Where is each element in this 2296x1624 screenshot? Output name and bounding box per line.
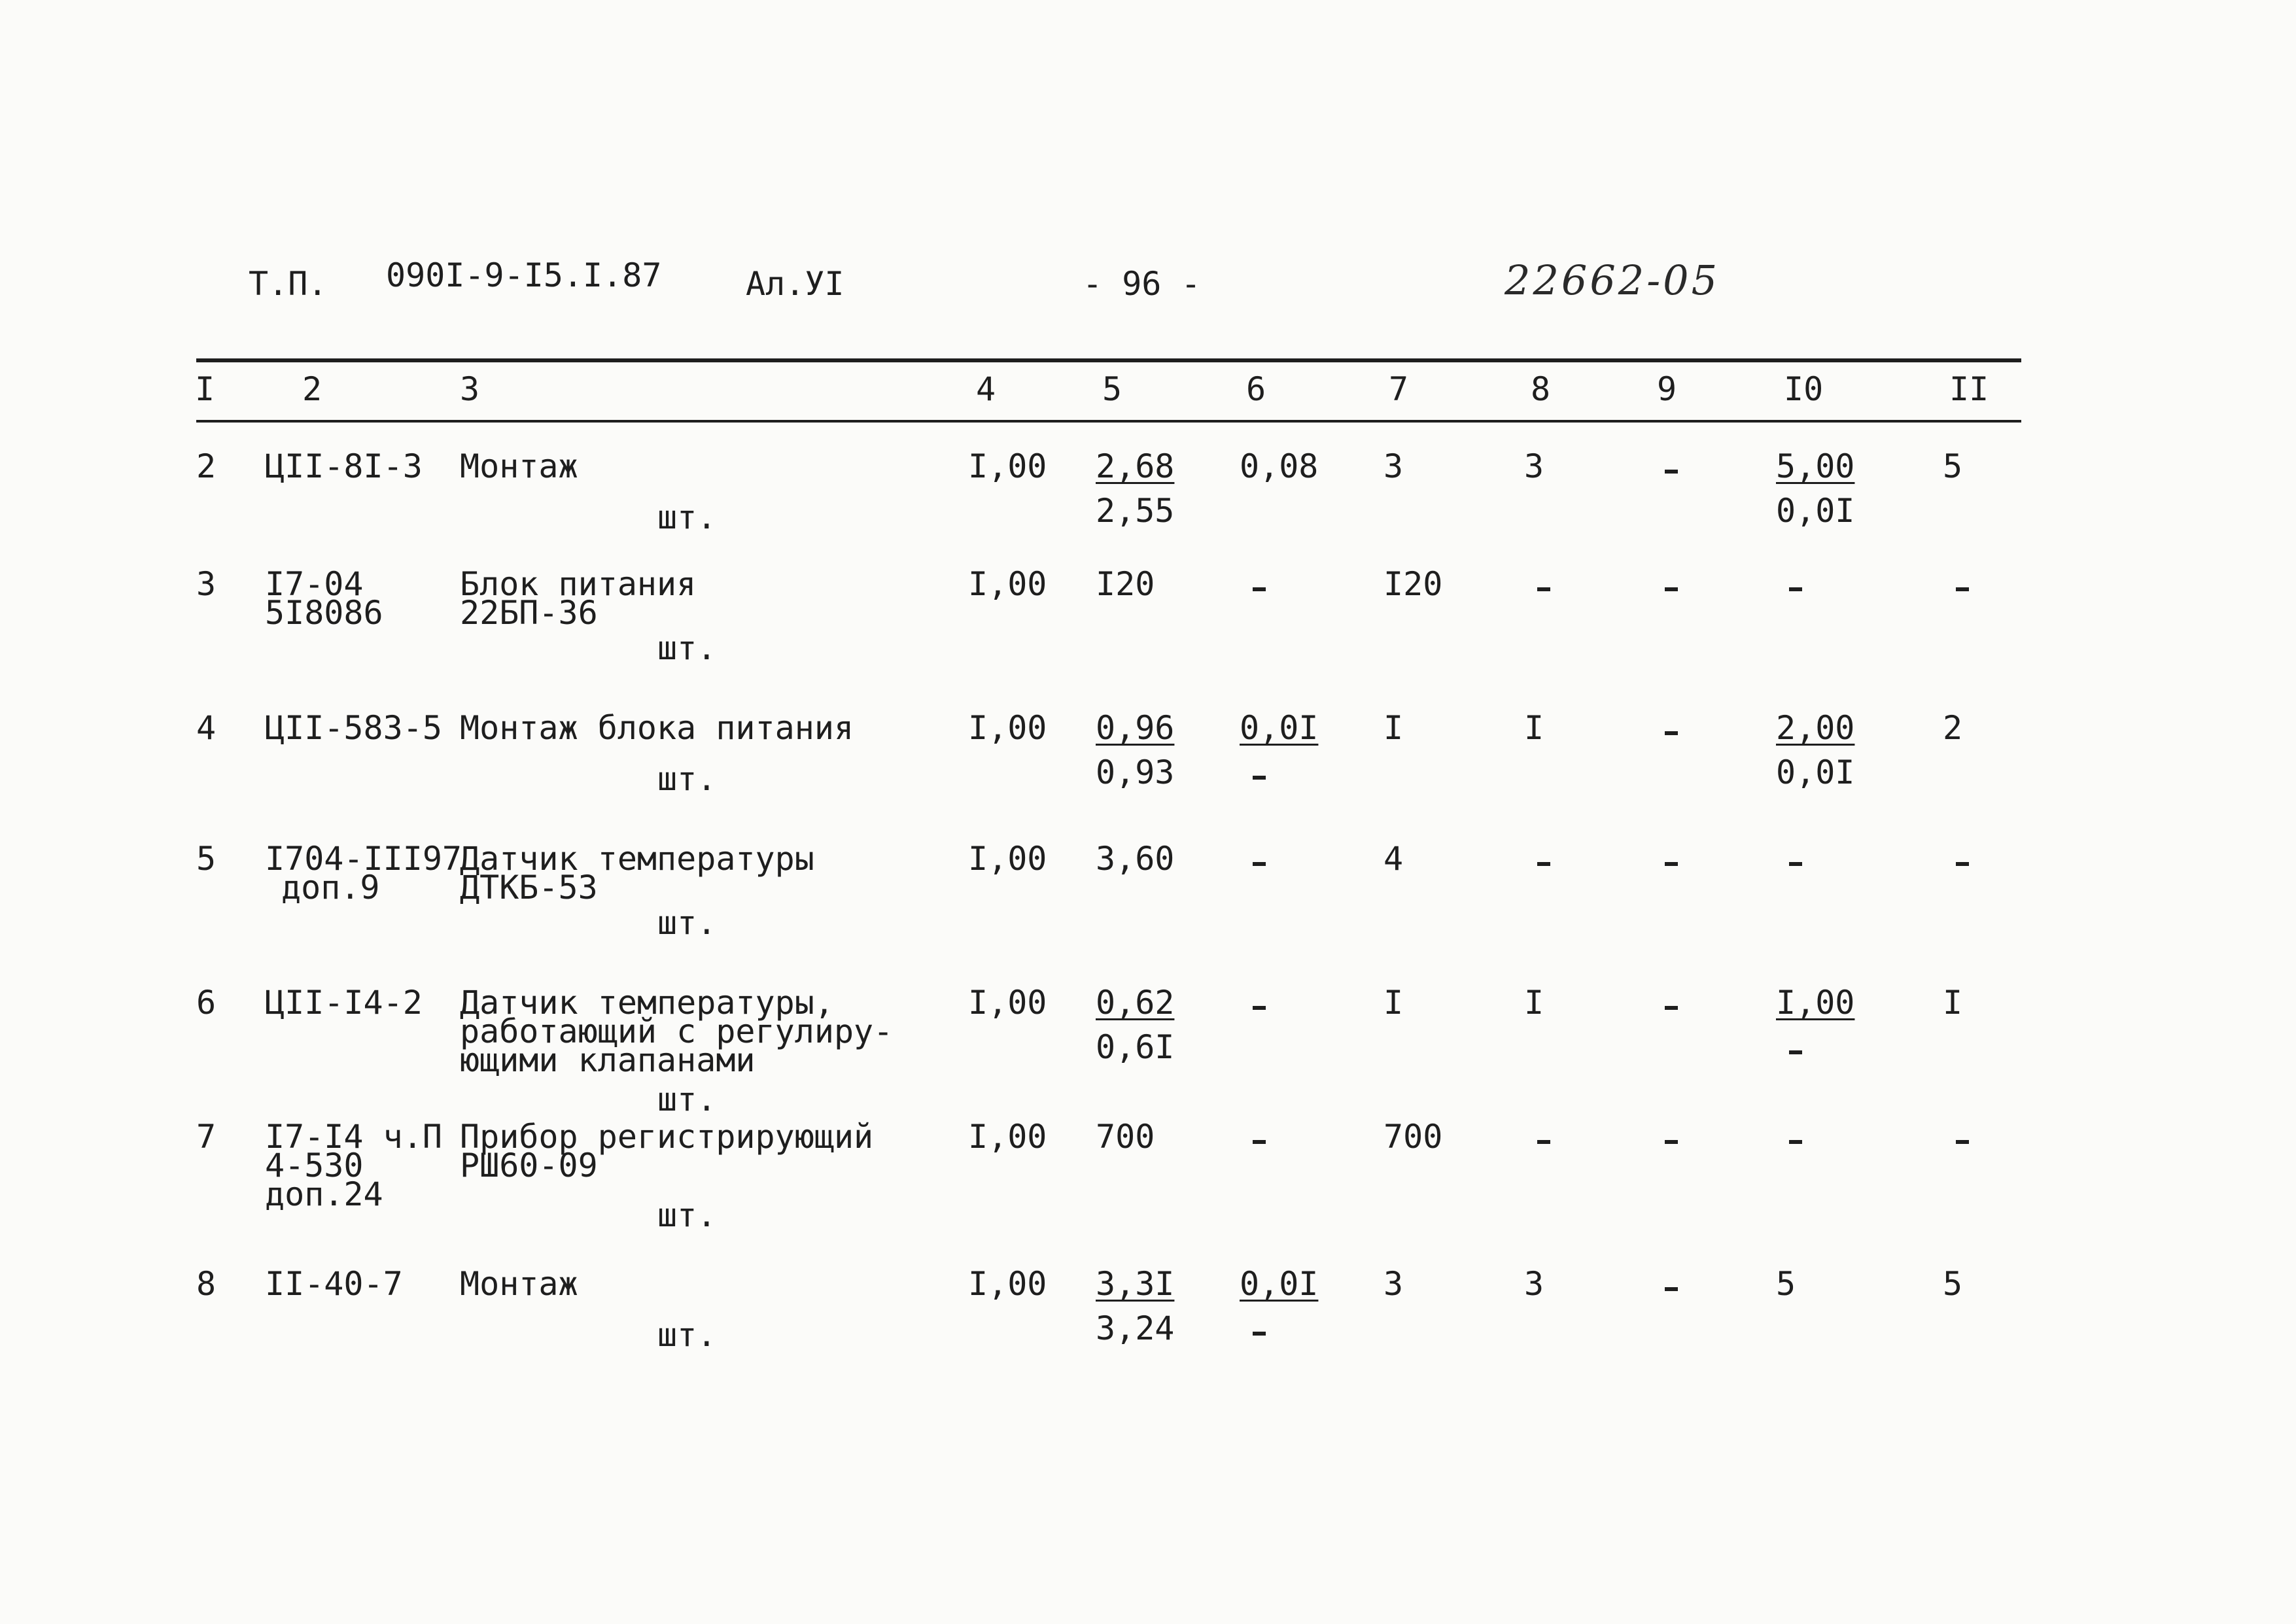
column-header-9: 9	[1657, 370, 1677, 408]
row-number: 8	[196, 1265, 217, 1303]
row-code-line: ЦII-I4-2	[265, 984, 423, 1022]
row-number: 6	[196, 984, 217, 1022]
row-description-line: ДТКБ-53	[460, 869, 598, 907]
row-c9	[1665, 716, 1678, 746]
column-header-1: I	[195, 370, 215, 408]
row-c11	[1956, 1124, 1969, 1154]
row-description-line: ющими клапанами	[460, 1041, 756, 1079]
row-c11: 5	[1943, 1265, 1963, 1303]
row-description-line: Датчик температуры,	[460, 984, 834, 1022]
dash-mark	[1665, 1287, 1678, 1291]
row-unit: шт.	[657, 1080, 717, 1118]
row-number: 5	[196, 840, 217, 878]
row-c5-top: 700	[1096, 1118, 1155, 1156]
row-c6-bot	[1253, 1316, 1266, 1346]
row-c7: 4	[1383, 840, 1404, 878]
row-c7: I	[1383, 709, 1404, 747]
dash-mark	[1665, 1006, 1678, 1010]
row-c6-bot	[1253, 760, 1266, 790]
row-c8: I	[1524, 984, 1544, 1022]
row-c11: 2	[1943, 709, 1963, 747]
row-c10-top: I,00	[1776, 984, 1855, 1022]
row-c6-top: 0,0I	[1240, 709, 1319, 747]
row-number: 2	[196, 447, 217, 485]
row-c11	[1956, 846, 1969, 876]
dash-mark	[1665, 587, 1678, 591]
row-c6-top	[1253, 1124, 1266, 1154]
row-quantity: I,00	[968, 709, 1047, 747]
row-number: 3	[196, 565, 217, 603]
dash-mark	[1253, 1332, 1266, 1336]
dash-mark	[1537, 1140, 1550, 1144]
row-code-line: I7-I4 ч.П	[265, 1118, 442, 1156]
row-c10-bot: 0,0I	[1776, 492, 1855, 530]
column-header-10: I0	[1784, 370, 1824, 408]
dash-mark	[1665, 862, 1678, 866]
row-c9	[1665, 1271, 1678, 1302]
row-c5-bot: 0,6I	[1096, 1028, 1175, 1066]
row-c7: I20	[1383, 565, 1443, 603]
row-code-line: 4-530	[265, 1147, 364, 1184]
row-description-line: 22БП-36	[460, 594, 598, 632]
row-c10-top	[1789, 846, 1802, 876]
row-c11	[1956, 572, 1969, 602]
dash-mark	[1537, 862, 1550, 866]
dash-mark	[1253, 1006, 1266, 1010]
row-c9	[1665, 846, 1678, 876]
row-unit: шт.	[657, 498, 717, 536]
row-c7: 3	[1383, 447, 1404, 485]
row-description-line: Блок питания	[460, 565, 697, 603]
row-c5-top: I20	[1096, 565, 1155, 603]
row-c10-bot: 0,0I	[1776, 753, 1855, 791]
dash-mark	[1253, 1140, 1266, 1144]
row-c9	[1665, 990, 1678, 1020]
column-header-11: II	[1949, 370, 1989, 408]
row-unit: шт.	[657, 1196, 717, 1234]
row-quantity: I,00	[968, 1118, 1047, 1156]
dash-mark	[1253, 862, 1266, 866]
dash-mark	[1253, 776, 1266, 780]
dash-mark	[1665, 470, 1678, 474]
row-c6-top: 0,08	[1240, 447, 1319, 485]
row-c8	[1537, 846, 1550, 876]
dash-mark	[1253, 587, 1266, 591]
dash-mark	[1956, 1140, 1969, 1144]
row-code-line: II-40-7	[265, 1265, 403, 1303]
column-header-6: 6	[1246, 370, 1266, 408]
dash-mark	[1956, 862, 1969, 866]
row-c5-bot: 0,93	[1096, 753, 1175, 791]
row-description-line: Прибор регистрирующий	[460, 1118, 874, 1156]
row-description-line: РШ60-09	[460, 1147, 598, 1184]
row-unit: шт.	[657, 760, 717, 798]
row-c10-top	[1789, 1124, 1802, 1154]
row-code-line: доп.24	[265, 1175, 383, 1213]
row-quantity: I,00	[968, 447, 1047, 485]
row-unit: шт.	[657, 1316, 717, 1354]
row-code-line: ЦII-8I-3	[265, 447, 423, 485]
row-c6-top	[1253, 572, 1266, 602]
row-number: 4	[196, 709, 217, 747]
row-c5-top: 3,60	[1096, 840, 1175, 878]
table-top-rule	[196, 358, 2021, 362]
row-c8	[1537, 1124, 1550, 1154]
row-description-line: Монтаж	[460, 1265, 578, 1303]
row-c5-bot: 3,24	[1096, 1309, 1175, 1347]
row-c8	[1537, 572, 1550, 602]
row-c8: 3	[1524, 1265, 1544, 1303]
row-c8: I	[1524, 709, 1544, 747]
row-c9	[1665, 454, 1678, 484]
column-header-2: 2	[302, 370, 322, 408]
dash-mark	[1789, 862, 1802, 866]
row-quantity: I,00	[968, 565, 1047, 603]
dash-mark	[1537, 587, 1550, 591]
column-header-8: 8	[1531, 370, 1551, 408]
row-code-line: I7-04	[265, 565, 364, 603]
tp-label: Т.П.	[249, 265, 328, 303]
row-c7: 3	[1383, 1265, 1404, 1303]
page-number: - 96 -	[1083, 265, 1201, 303]
row-unit: шт.	[657, 629, 717, 667]
row-code-line: 5I8086	[265, 594, 383, 632]
row-c11: I	[1943, 984, 1963, 1022]
handwritten-doc-number: 22662-05	[1505, 256, 1720, 304]
row-code-line: I704-III97	[265, 840, 462, 878]
row-code-line: ЦII-583-5	[265, 709, 442, 747]
row-c10-top: 2,00	[1776, 709, 1855, 747]
dash-mark	[1789, 1050, 1802, 1054]
dash-mark	[1789, 587, 1802, 591]
row-description-line: Монтаж	[460, 447, 578, 485]
row-c7: 700	[1383, 1118, 1443, 1156]
row-c9	[1665, 572, 1678, 602]
row-c10-bot	[1789, 1035, 1802, 1065]
column-header-5: 5	[1102, 370, 1122, 408]
dash-mark	[1665, 1140, 1678, 1144]
row-quantity: I,00	[968, 1265, 1047, 1303]
row-description-line: Датчик температуры	[460, 840, 814, 878]
row-unit: шт.	[657, 904, 717, 942]
row-c5-top: 0,62	[1096, 984, 1175, 1022]
row-c5-top: 0,96	[1096, 709, 1175, 747]
row-c11: 5	[1943, 447, 1963, 485]
row-c5-bot: 2,55	[1096, 492, 1175, 530]
row-c8: 3	[1524, 447, 1544, 485]
row-quantity: I,00	[968, 840, 1047, 878]
document-code: 090I-9-I5.I.87	[386, 256, 662, 294]
row-c6-top	[1253, 990, 1266, 1020]
row-c6-top	[1253, 846, 1266, 876]
row-description-line: работающий с регулиру-	[460, 1012, 894, 1050]
row-c5-top: 3,3I	[1096, 1265, 1175, 1303]
dash-mark	[1665, 731, 1678, 735]
row-c9	[1665, 1124, 1678, 1154]
dash-mark	[1789, 1140, 1802, 1144]
row-description-line: Монтаж блока питания	[460, 709, 854, 747]
row-code-line: доп.9	[281, 869, 380, 907]
header-bottom-rule	[196, 420, 2021, 423]
row-c10-top	[1789, 572, 1802, 602]
row-number: 7	[196, 1118, 217, 1156]
column-header-4: 4	[976, 370, 996, 408]
row-c7: I	[1383, 984, 1404, 1022]
dash-mark	[1956, 587, 1969, 591]
row-c5-top: 2,68	[1096, 447, 1175, 485]
column-header-7: 7	[1389, 370, 1409, 408]
row-c10-top: 5,00	[1776, 447, 1855, 485]
row-quantity: I,00	[968, 984, 1047, 1022]
row-c6-top: 0,0I	[1240, 1265, 1319, 1303]
row-c10-top: 5	[1776, 1265, 1796, 1303]
column-header-3: 3	[460, 370, 480, 408]
album-label: Ал.УI	[746, 265, 844, 303]
